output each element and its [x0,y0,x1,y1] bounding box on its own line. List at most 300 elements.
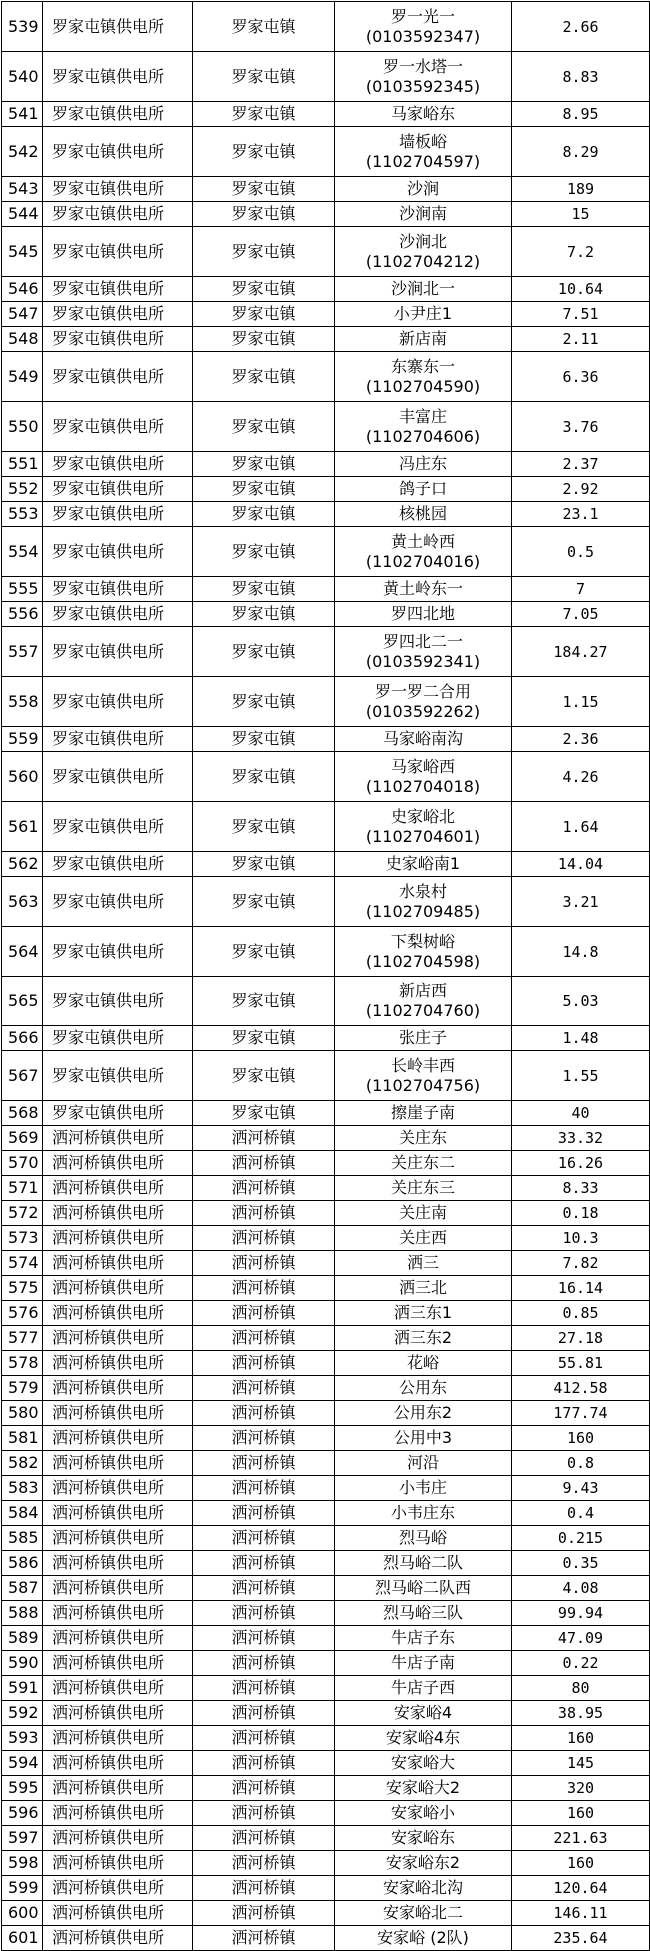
supply-station: 罗家屯镇供电所 [43,327,193,352]
line-name-text: 河沿 [406,1453,439,1472]
table-row [2,1926,650,1951]
town-name: 罗家屯镇 [193,852,335,877]
supply-station: 罗家屯镇供电所 [43,127,193,177]
line-code-text: (1102704606) [365,426,481,446]
capacity-value: 160 [512,1801,650,1826]
row-number: 570 [2,1151,43,1176]
row-number: 594 [2,1751,43,1776]
row-number: 600 [2,1901,43,1926]
town-name: 洒河桥镇 [193,1751,335,1776]
supply-station: 罗家屯镇供电所 [43,752,193,802]
capacity-value: 3.76 [512,402,650,452]
capacity-value: 2.36 [512,727,650,752]
line-name-text: 洒三东1 [393,1303,453,1322]
capacity-value: 27.18 [512,1326,650,1351]
capacity-value: 120.64 [512,1876,650,1901]
supply-station: 罗家屯镇供电所 [43,527,193,577]
row-number: 568 [2,1101,43,1126]
line-name [335,352,512,402]
town-name: 罗家屯镇 [193,327,335,352]
table-row [2,102,650,127]
capacity-value: 38.95 [512,1701,650,1726]
row-number: 584 [2,1501,43,1526]
line-name [335,302,512,327]
line-name [335,1701,512,1726]
line-name [335,1551,512,1576]
table-row [2,1676,650,1701]
town-name: 洒河桥镇 [193,1276,335,1301]
table-row [2,1101,650,1126]
capacity-value: 0.5 [512,527,650,577]
row-number: 581 [2,1426,43,1451]
supply-station: 洒河桥镇供电所 [43,1876,193,1901]
town-name: 罗家屯镇 [193,677,335,727]
capacity-value: 160 [512,1426,650,1451]
supply-station: 罗家屯镇供电所 [43,977,193,1026]
town-name: 洒河桥镇 [193,1926,335,1951]
supply-station: 罗家屯镇供电所 [43,452,193,477]
line-code-text: (1102704590) [365,376,481,396]
row-number: 558 [2,677,43,727]
supply-station: 洒河桥镇供电所 [43,1276,193,1301]
row-number: 541 [2,102,43,127]
line-name [335,727,512,752]
table-row [2,1451,650,1476]
table-row [2,352,650,402]
table-row [2,1526,650,1551]
supply-station: 罗家屯镇供电所 [43,577,193,602]
capacity-value: 16.14 [512,1276,650,1301]
supply-station: 洒河桥镇供电所 [43,1126,193,1151]
line-name-text: 墙板峪 [398,131,447,151]
town-name: 洒河桥镇 [193,1601,335,1626]
supply-station: 罗家屯镇供电所 [43,302,193,327]
line-name-text: 擦崖子南 [390,1103,455,1122]
line-name [335,927,512,977]
town-name: 洒河桥镇 [193,1151,335,1176]
supply-station: 罗家屯镇供电所 [43,227,193,277]
town-name: 罗家屯镇 [193,977,335,1026]
row-number: 575 [2,1276,43,1301]
supply-station: 洒河桥镇供电所 [43,1651,193,1676]
capacity-value: 14.04 [512,852,650,877]
row-number: 572 [2,1201,43,1226]
supply-station: 罗家屯镇供电所 [43,2,193,52]
town-name: 罗家屯镇 [193,102,335,127]
line-name [335,177,512,202]
line-name-text: 水泉村 [398,881,447,901]
line-name [335,277,512,302]
town-name: 洒河桥镇 [193,1501,335,1526]
capacity-value: 10.3 [512,1226,650,1251]
line-name [335,102,512,127]
capacity-value: 7 [512,577,650,602]
line-name-text: 烈马峪三队 [382,1603,463,1622]
town-name: 罗家屯镇 [193,2,335,52]
row-number: 544 [2,202,43,227]
row-number: 543 [2,177,43,202]
line-name [335,1751,512,1776]
line-name [335,2,512,52]
line-name-text: 烈马峪 [398,1528,447,1547]
line-name-text: 花峪 [406,1353,439,1372]
town-name: 洒河桥镇 [193,1476,335,1501]
town-name: 罗家屯镇 [193,1026,335,1051]
table-row [2,802,650,852]
line-name-text: 罗一罗二合用 [374,681,471,701]
supply-station: 罗家屯镇供电所 [43,1101,193,1126]
town-name: 洒河桥镇 [193,1451,335,1476]
table-row [2,602,650,627]
supply-station: 罗家屯镇供电所 [43,727,193,752]
line-name [335,977,512,1026]
town-name: 罗家屯镇 [193,477,335,502]
row-number: 552 [2,477,43,502]
line-name-text: 罗四北二一 [382,631,463,651]
row-number: 567 [2,1051,43,1101]
line-name [335,1176,512,1201]
town-name: 罗家屯镇 [193,302,335,327]
line-name [335,1851,512,1876]
table-row [2,1776,650,1801]
table-row [2,127,650,177]
line-code-text: (0103592345) [365,76,481,96]
line-name [335,1226,512,1251]
supply-station: 洒河桥镇供电所 [43,1176,193,1201]
table-row [2,977,650,1026]
capacity-value: 7.05 [512,602,650,627]
line-name-text: 马家峪东 [390,104,455,123]
table-row [2,927,650,977]
line-name-text: 罗一光一 [390,6,455,26]
table-row [2,327,650,352]
supply-station: 罗家屯镇供电所 [43,802,193,852]
line-name [335,877,512,927]
line-name [335,1776,512,1801]
line-name-text: 马家峪南沟 [382,729,463,748]
town-name: 洒河桥镇 [193,1401,335,1426]
town-name: 洒河桥镇 [193,1226,335,1251]
row-number: 597 [2,1826,43,1851]
town-name: 洒河桥镇 [193,1551,335,1576]
town-name: 洒河桥镇 [193,1826,335,1851]
capacity-value: 5.03 [512,977,650,1026]
row-number: 569 [2,1126,43,1151]
capacity-value: 160 [512,1726,650,1751]
town-name: 洒河桥镇 [193,1701,335,1726]
town-name: 洒河桥镇 [193,1726,335,1751]
capacity-value: 6.36 [512,352,650,402]
town-name: 洒河桥镇 [193,1851,335,1876]
capacity-value: 3.21 [512,877,650,927]
town-name: 罗家屯镇 [193,227,335,277]
capacity-value: 14.8 [512,927,650,977]
table-row [2,1801,650,1826]
supply-station: 洒河桥镇供电所 [43,1326,193,1351]
supply-station: 罗家屯镇供电所 [43,1051,193,1101]
supply-station: 洒河桥镇供电所 [43,1201,193,1226]
row-number: 593 [2,1726,43,1751]
line-name [335,1126,512,1151]
line-name [335,1201,512,1226]
capacity-value: 2.11 [512,327,650,352]
table-row [2,1376,650,1401]
data-table [1,1,650,1951]
line-name-text: 烈马峪二队西 [374,1578,471,1597]
table-row [2,1701,650,1726]
line-name-text: 小韦庄东 [390,1503,455,1522]
supply-station: 罗家屯镇供电所 [43,52,193,102]
table-row [2,1176,650,1201]
row-number: 574 [2,1251,43,1276]
line-name-text: 安家峪4东 [385,1728,461,1747]
capacity-value: 16.26 [512,1151,650,1176]
table-row [2,1651,650,1676]
line-name-text: 关庄东二 [390,1153,455,1172]
row-number: 579 [2,1376,43,1401]
capacity-value: 23.1 [512,502,650,527]
line-name [335,677,512,727]
line-name [335,1476,512,1501]
table-row [2,577,650,602]
town-name: 罗家屯镇 [193,452,335,477]
row-number: 547 [2,302,43,327]
line-name [335,577,512,602]
town-name: 洒河桥镇 [193,1126,335,1151]
supply-station: 罗家屯镇供电所 [43,177,193,202]
line-name-text: 牛店子东 [390,1628,455,1647]
table-row [2,1626,650,1651]
line-name-text: 公用中3 [393,1428,453,1447]
line-name-text: 关庄西 [398,1228,447,1247]
line-name-text: 沙涧南 [398,204,447,223]
table-row [2,1126,650,1151]
line-name-text: 牛店子西 [390,1678,455,1697]
line-name [335,1101,512,1126]
table-row [2,1251,650,1276]
row-number: 555 [2,577,43,602]
row-number: 566 [2,1026,43,1051]
row-number: 565 [2,977,43,1026]
line-name-text: 安家峪东 [390,1828,455,1847]
line-name [335,1251,512,1276]
row-number: 564 [2,927,43,977]
capacity-value: 221.63 [512,1826,650,1851]
capacity-value: 47.09 [512,1626,650,1651]
line-name [335,1326,512,1351]
line-name [335,1676,512,1701]
table-row [2,627,650,677]
row-number: 557 [2,627,43,677]
supply-station: 洒河桥镇供电所 [43,1601,193,1626]
line-name [335,1726,512,1751]
row-number: 590 [2,1651,43,1676]
table-row [2,452,650,477]
row-number: 549 [2,352,43,402]
supply-station: 洒河桥镇供电所 [43,1726,193,1751]
table-row [2,1326,650,1351]
line-name [335,602,512,627]
town-name: 罗家屯镇 [193,577,335,602]
line-name [335,452,512,477]
row-number: 587 [2,1576,43,1601]
line-name-text: 史家峪南1 [385,854,461,873]
line-name [335,1451,512,1476]
table-row [2,1026,650,1051]
supply-station: 洒河桥镇供电所 [43,1151,193,1176]
row-number: 548 [2,327,43,352]
supply-station: 洒河桥镇供电所 [43,1701,193,1726]
capacity-value: 8.83 [512,52,650,102]
supply-station: 洒河桥镇供电所 [43,1926,193,1951]
row-number: 542 [2,127,43,177]
town-name: 罗家屯镇 [193,502,335,527]
row-number: 592 [2,1701,43,1726]
capacity-value: 160 [512,1851,650,1876]
table-row [2,1751,650,1776]
capacity-value: 4.08 [512,1576,650,1601]
supply-station: 罗家屯镇供电所 [43,477,193,502]
table-row [2,527,650,577]
table-row [2,1826,650,1851]
supply-station: 洒河桥镇供电所 [43,1751,193,1776]
capacity-value: 8.29 [512,127,650,177]
supply-station: 洒河桥镇供电所 [43,1426,193,1451]
table-body [2,2,650,1951]
line-name-text: 关庄东 [398,1128,447,1147]
town-name: 洒河桥镇 [193,1376,335,1401]
town-name: 洒河桥镇 [193,1301,335,1326]
capacity-value: 235.64 [512,1926,650,1951]
capacity-value: 0.4 [512,1501,650,1526]
town-name: 罗家屯镇 [193,727,335,752]
line-name-text: 黄土岭西 [390,531,455,551]
town-name: 洒河桥镇 [193,1876,335,1901]
row-number: 589 [2,1626,43,1651]
line-code-text: (0103592341) [365,651,481,671]
row-number: 562 [2,852,43,877]
capacity-value: 145 [512,1751,650,1776]
table-row [2,1201,650,1226]
line-name-text: 沙涧 [406,179,439,198]
line-name [335,227,512,277]
line-name [335,127,512,177]
line-name [335,802,512,852]
town-name: 洒河桥镇 [193,1326,335,1351]
line-name [335,1601,512,1626]
capacity-value: 2.92 [512,477,650,502]
supply-station: 洒河桥镇供电所 [43,1626,193,1651]
row-number: 586 [2,1551,43,1576]
line-name-text: 小尹庄1 [393,304,453,323]
row-number: 578 [2,1351,43,1376]
line-name-text: 核桃园 [398,504,447,523]
line-name [335,1426,512,1451]
row-number: 556 [2,602,43,627]
line-name [335,52,512,102]
town-name: 洒河桥镇 [193,1776,335,1801]
table-row [2,227,650,277]
line-name-text: 罗四北地 [390,604,455,623]
table-row [2,1576,650,1601]
row-number: 560 [2,752,43,802]
line-name-text: 烈马峪二队 [382,1553,463,1572]
line-name-text: 史家峪北 [390,806,455,826]
table-row [2,1401,650,1426]
supply-station: 罗家屯镇供电所 [43,352,193,402]
capacity-value: 7.82 [512,1251,650,1276]
capacity-value: 9.43 [512,1476,650,1501]
line-name-text: 安家峪北二 [382,1903,463,1922]
line-name-text: 洒三 [406,1253,439,1272]
line-name-text: 新店南 [398,329,447,348]
capacity-value: 0.35 [512,1551,650,1576]
supply-station: 罗家屯镇供电所 [43,927,193,977]
supply-station: 罗家屯镇供电所 [43,852,193,877]
town-name: 罗家屯镇 [193,527,335,577]
line-name-text: 马家峪西 [390,756,455,776]
capacity-value: 0.85 [512,1301,650,1326]
table-row [2,477,650,502]
table-row [2,752,650,802]
line-name-text: 沙涧北一 [390,279,455,298]
row-number: 573 [2,1226,43,1251]
line-name-text: 公用东2 [393,1403,453,1422]
capacity-value: 99.94 [512,1601,650,1626]
supply-station: 洒河桥镇供电所 [43,1476,193,1501]
line-name [335,1576,512,1601]
capacity-value: 1.48 [512,1026,650,1051]
supply-station: 洒河桥镇供电所 [43,1526,193,1551]
row-number: 551 [2,452,43,477]
row-number: 540 [2,52,43,102]
supply-station: 罗家屯镇供电所 [43,602,193,627]
supply-station: 洒河桥镇供电所 [43,1376,193,1401]
table-row [2,1051,650,1101]
table-row [2,502,650,527]
line-name [335,1151,512,1176]
capacity-value: 320 [512,1776,650,1801]
table-row [2,1301,650,1326]
line-name [335,202,512,227]
line-name-text: 洒三东2 [393,1328,453,1347]
row-number: 546 [2,277,43,302]
table-row [2,727,650,752]
town-name: 罗家屯镇 [193,402,335,452]
table-row [2,1476,650,1501]
table-row [2,277,650,302]
capacity-value: 15 [512,202,650,227]
supply-station: 洒河桥镇供电所 [43,1676,193,1701]
town-name: 洒河桥镇 [193,1351,335,1376]
town-name: 罗家屯镇 [193,1051,335,1101]
supply-station: 洒河桥镇供电所 [43,1501,193,1526]
capacity-value: 33.32 [512,1126,650,1151]
line-code-text: (1102704018) [365,776,481,796]
table-row [2,1601,650,1626]
line-name [335,1026,512,1051]
table-row [2,1901,650,1926]
line-name-text: 公用东 [398,1378,447,1397]
supply-station: 洒河桥镇供电所 [43,1351,193,1376]
capacity-value: 1.15 [512,677,650,727]
line-name-text: 新店西 [398,981,447,1000]
capacity-value: 55.81 [512,1351,650,1376]
line-code-text: (1102704597) [365,151,481,171]
supply-station: 洒河桥镇供电所 [43,1401,193,1426]
row-number: 559 [2,727,43,752]
capacity-value: 1.64 [512,802,650,852]
